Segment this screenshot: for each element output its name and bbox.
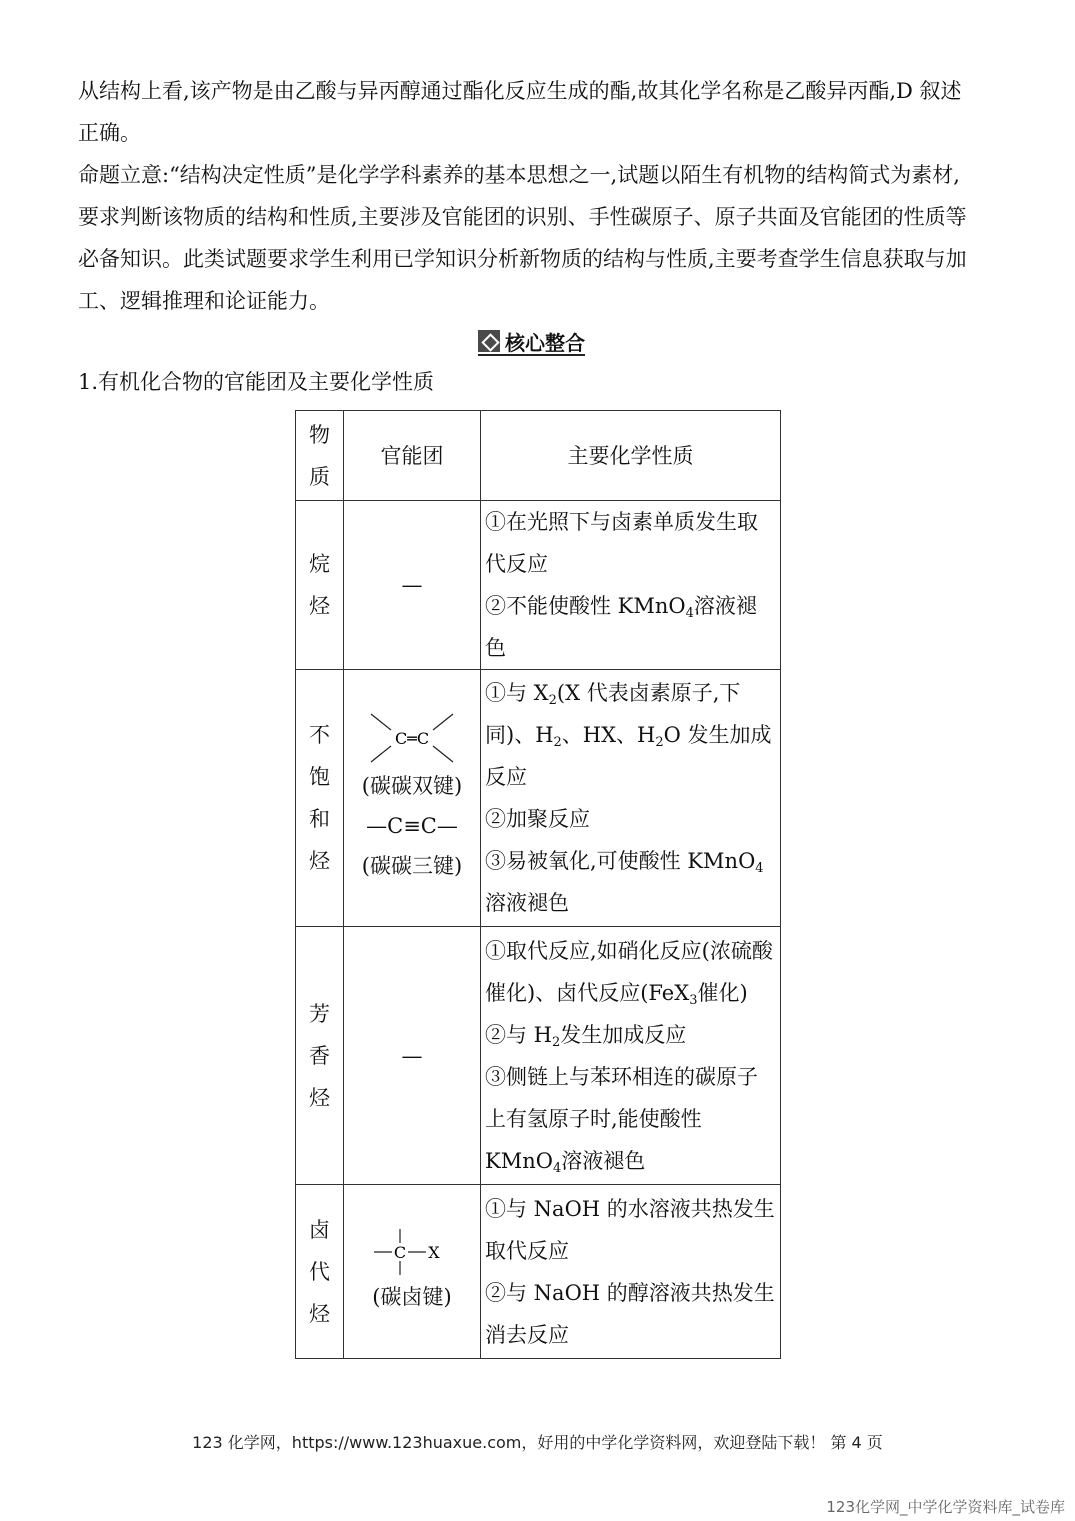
substance-char: 和	[309, 807, 330, 831]
substance-char: 烃	[309, 594, 330, 618]
prop-line: 催化)、卤代反应(FeX$_3$催化)	[485, 980, 748, 1008]
group-haloalkane	[344, 1185, 481, 1359]
substance-char: 不	[309, 723, 330, 747]
substance-char: 卤	[309, 1217, 330, 1242]
prop-line: 代反应	[485, 552, 548, 576]
substance-char: 烃	[309, 1301, 330, 1326]
double-bond-structure	[367, 710, 457, 766]
prop-line: ①取代反应,如硝化反应(浓硫酸	[485, 938, 773, 963]
prop-line: ①在光照下与卤素单质发生取	[485, 510, 758, 534]
props-unsaturated	[481, 670, 781, 927]
header-props: 主要化学性质	[481, 411, 781, 501]
prop-line: ①与 NaOH 的水溶液共热发生	[485, 1196, 775, 1221]
header-char: 质	[309, 464, 330, 489]
subheading: 1.有机化合物的官能团及主要化学性质	[78, 370, 435, 394]
prop-line: ②与 $H_2$发生加成反应	[485, 1022, 687, 1050]
substance-aromatic	[296, 927, 344, 1185]
carbon-halogen-structure	[372, 1227, 452, 1277]
group-alkane: —	[344, 501, 481, 670]
paragraph-line: 要求判断该物质的结构和性质,主要涉及官能团的识别、手性碳原子、原子共面及官能团的性质等	[78, 205, 967, 229]
section-title-text: 核心整合	[505, 330, 585, 355]
substance-unsaturated	[296, 670, 344, 927]
props-aromatic	[481, 927, 781, 1185]
page-footer: 123 化学网，https://www.123huaxue.com，好用的中学化学资料网，欢迎登陆下载！ 第 4 页	[192, 1433, 883, 1452]
prop-line: KMnO$_4$溶液褪色	[485, 1148, 646, 1176]
header-char: 物	[309, 422, 330, 447]
paragraph-1	[78, 70, 998, 154]
paragraph-line: 工、逻辑推理和论证能力。	[78, 289, 330, 313]
props-alkane	[481, 501, 781, 670]
table-row-unsaturated	[296, 670, 781, 927]
prop-line: 反应	[485, 765, 527, 789]
paragraph-line: 从结构上看,该产物是由乙酸与异丙醇通过酯化反应生成的酯,故其化学名称是乙酸异丙酯,D 叙述	[78, 79, 962, 103]
table-row-haloalkane	[296, 1185, 781, 1359]
substance-char: 烷	[309, 552, 330, 576]
substance-char: 代	[309, 1259, 330, 1284]
triple-bond-text: —C≡C—	[366, 814, 458, 838]
props-haloalkane	[481, 1185, 781, 1359]
diamond-icon	[478, 330, 500, 352]
paragraph-line: 命题立意:“结构决定性质”是化学学科素养的基本思想之一,试题以陌生有机物的结构简式为素材,	[78, 163, 960, 187]
prop-line: 消去反应	[485, 1322, 569, 1347]
halogen-text: X	[428, 1242, 440, 1262]
watermark: 123化学网_中学化学资料库_试卷库	[826, 1498, 1065, 1516]
prop-line: ②与 NaOH 的醇溶液共热发生	[485, 1280, 775, 1305]
group-unsaturated	[344, 670, 481, 927]
paragraph-line: 正确。	[78, 121, 141, 145]
functional-group-table	[295, 410, 781, 1359]
carbon-text: C	[393, 1242, 407, 1262]
substance-char: 烃	[309, 1085, 330, 1110]
prop-line: ②不能使酸性 KMnO$_4$溶液褪色	[485, 594, 757, 660]
paragraph-2	[78, 154, 998, 322]
prop-line: ③易被氧化,可使酸性 KMnO$_4$	[485, 849, 764, 876]
section-title-underline	[478, 354, 585, 356]
carbon-halogen-label: (碳卤键)	[372, 1284, 452, 1309]
section-title	[478, 326, 585, 356]
table-row-aromatic	[296, 927, 781, 1185]
prop-line: ②加聚反应	[485, 807, 590, 831]
table-header-row	[296, 411, 781, 501]
header-substance	[296, 411, 344, 501]
prop-line: 取代反应	[485, 1238, 569, 1263]
substance-char: 烃	[309, 849, 330, 873]
table-row-alkane	[296, 501, 781, 670]
group-aromatic: —	[344, 927, 481, 1185]
substance-haloalkane	[296, 1185, 344, 1359]
triple-bond-label: (碳碳三键)	[361, 854, 463, 878]
header-group: 官能团	[344, 411, 481, 501]
prop-line: 同)、$H_2$、HX、$H_2O$ 发生加成	[485, 723, 772, 750]
prop-line: 上有氢原子时,能使酸性	[485, 1106, 702, 1131]
prop-line: ①与 $X_2(X$ 代表卤素原子,下	[485, 681, 741, 708]
substance-alkane	[296, 501, 344, 670]
double-bond-text: C═C	[394, 729, 430, 748]
double-bond-label: (碳碳双键)	[361, 774, 463, 798]
substance-char: 芳	[309, 1001, 330, 1026]
prop-line: ③侧链上与苯环相连的碳原子	[485, 1064, 758, 1089]
substance-char: 香	[309, 1043, 330, 1068]
substance-char: 饱	[309, 765, 330, 789]
prop-line: 溶液褪色	[485, 891, 569, 915]
paragraph-line: 必备知识。此类试题要求学生利用已学知识分析新物质的结构与性质,主要考查学生信息获取与加	[78, 247, 967, 271]
